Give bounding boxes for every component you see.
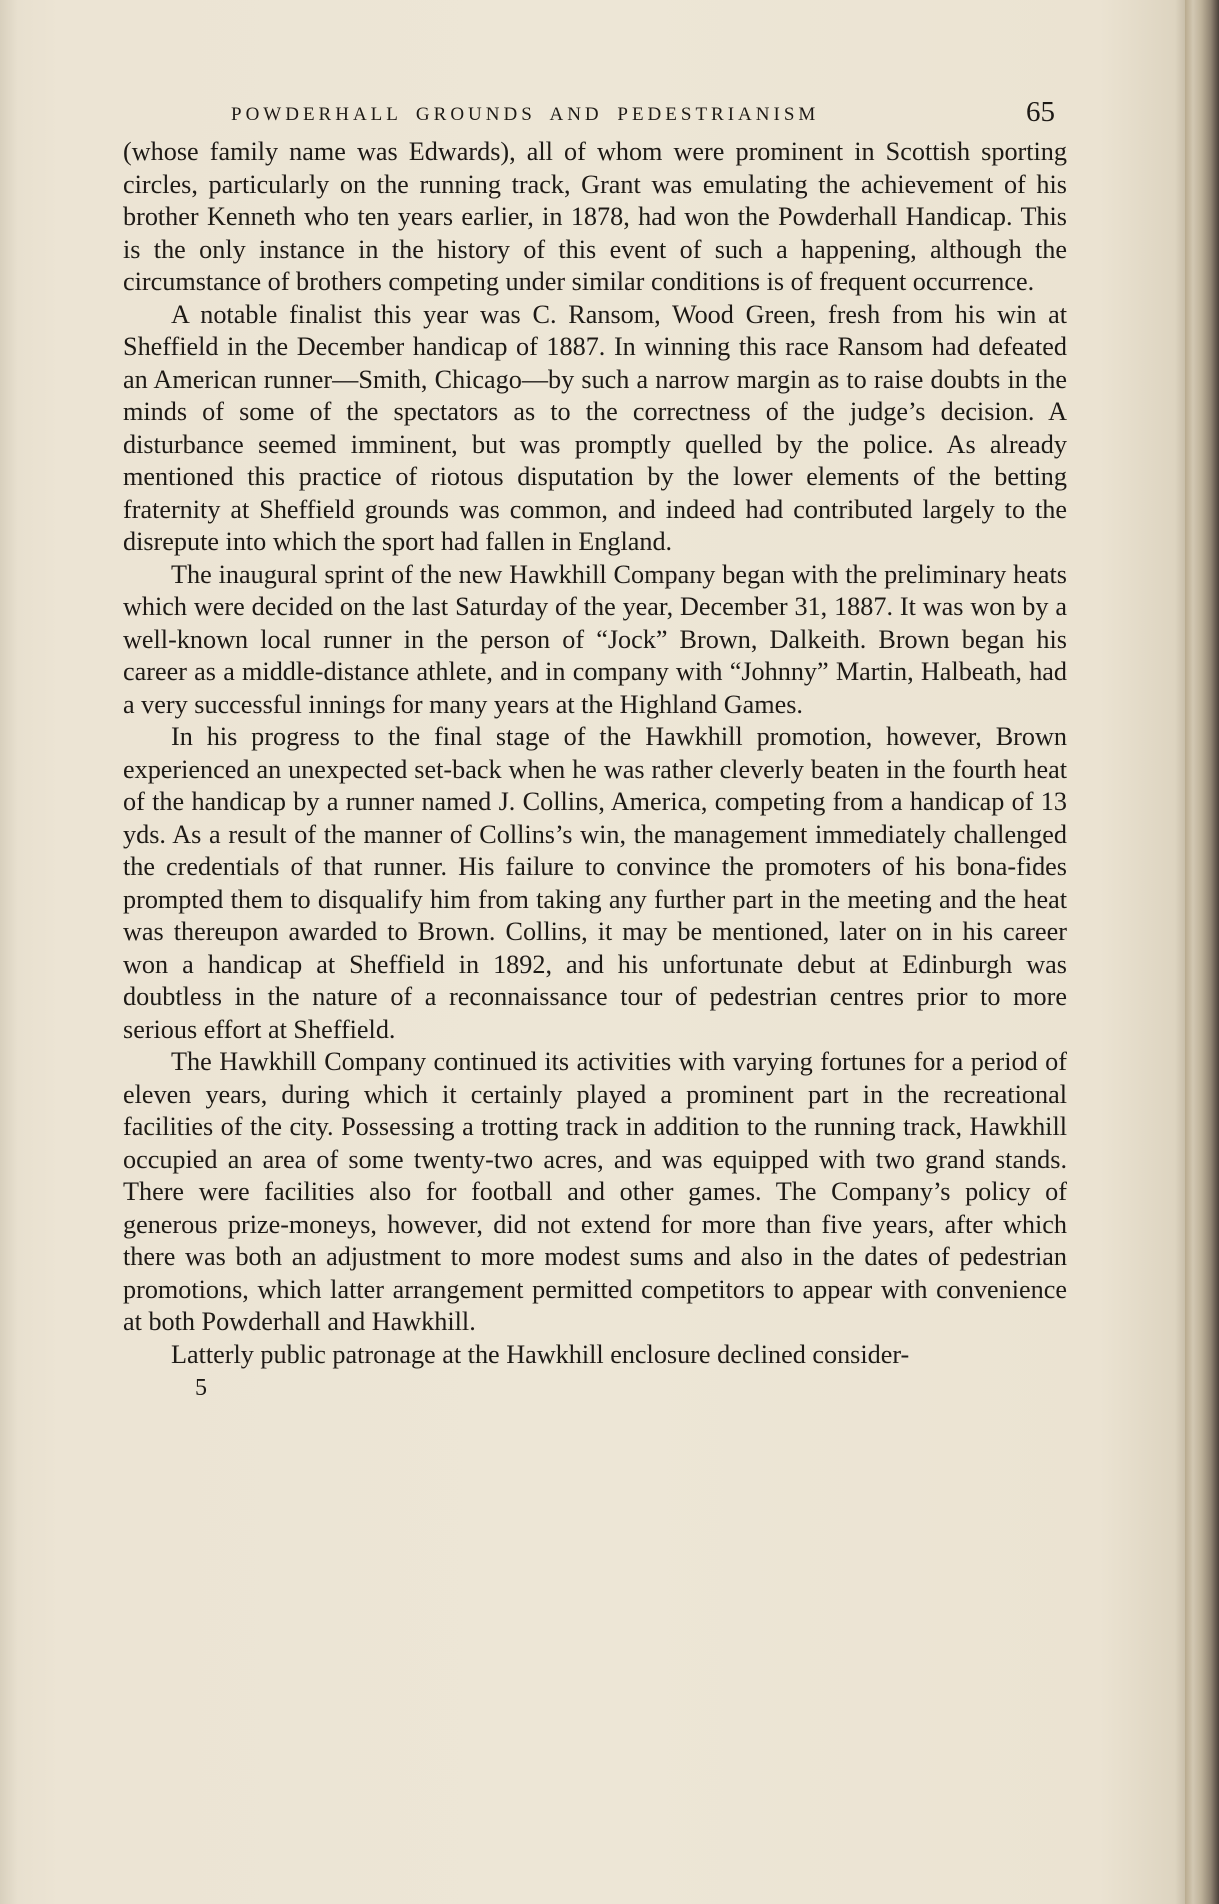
paragraph-5: The Hawkhill Company continued its activities with varying fortunes for a period of eleven years, during which it certainly played a prominent part in the recreational facilities of the city. Possessing a trotting track in addition to the running track, Hawkhill occupied an area of some twenty-two acres, and was equipped with two grand stands. There were facilities also for football and other games. The Company’s policy of generous prize-moneys, however, did not extend for more than five years, after which there was both an adjustment to more modest sums and also in the dates of pedestrian promotions, which latter arrangement permitted competitors to appear with convenience at both Powderhall and Hawkhill. <box>123 1047 1067 1336</box>
signature-mark: 5 <box>195 1375 207 1401</box>
running-head-title: POWDERHALL GROUNDS AND PEDESTRIANISM <box>231 104 820 125</box>
paragraph-6: Latterly public patronage at the Hawkhill enclosure declined consider- <box>171 1339 910 1369</box>
book-spine-edge <box>1185 0 1219 1904</box>
paragraph-4: In his progress to the final stage of the Hawkhill promotion, however, Brown experienced an unexpected set-back when he was rather cleverly beaten in the fourth heat of the handicap by a runner named J. Collins, America, competing from a handicap of 13 yds. As a result of the manner of Collins’s win, the management immediately challenged the credentials of that runner. His failure to convince the promoters of his bona-fides prompted them to disqualify him from taking any further part in the meeting and the heat was thereupon awarded to Brown. Collins, it may be mentioned, later on in his career won a handicap at Sheffield in 1892, and his unfortunate debut at Edinburgh was doubtless in the nature of a reconnaissance tour of pedestrian centres prior to more serious effort at Sheffield. <box>123 722 1067 1044</box>
page-number: 65 <box>1026 96 1055 128</box>
paragraph-3: The inaugural sprint of the new Hawkhill Company began with the preliminary heats which were decided on the last Saturday of the year, December 31, 1887. It was won by a well-known local runner in the person of “Jock” Brown, Dalkeith. Brown began his career as a middle-distance athlete, and in company with “Johnny” Martin, Halbeath, had a very successful innings for many years at the Highland Games. <box>123 559 1067 719</box>
page-content <box>123 96 1067 1403</box>
paragraph-1: (whose family name was Edwards), all of whom were prominent in Scottish sporting circles, particularly on the running track, Grant was emulating the achievement of his brother Kenneth who ten years earlier, in 1878, had won the Powderhall Handicap. This is the only instance in the history of this event of such a happening, although the circumstance of brothers competing under similar conditions is of frequent occurrence. <box>123 137 1067 296</box>
running-head <box>123 96 1067 136</box>
paragraph-2: A notable finalist this year was C. Ransom, Wood Green, fresh from his win at Sheffield in the December handicap of 1887. In winning this race Ransom had defeated an American runner—Smith, Chicago—by such a narrow margin as to raise doubts in the minds of some of the spectators as to the correctness of the judge’s decision. A disturbance seemed imminent, but was promptly quelled by the police. As already mentioned this practice of riotous disputation by the lower elements of the betting fraternity at Sheffield grounds was common, and indeed had contributed largely to the disrepute into which the sport had fallen in England. <box>123 299 1067 556</box>
